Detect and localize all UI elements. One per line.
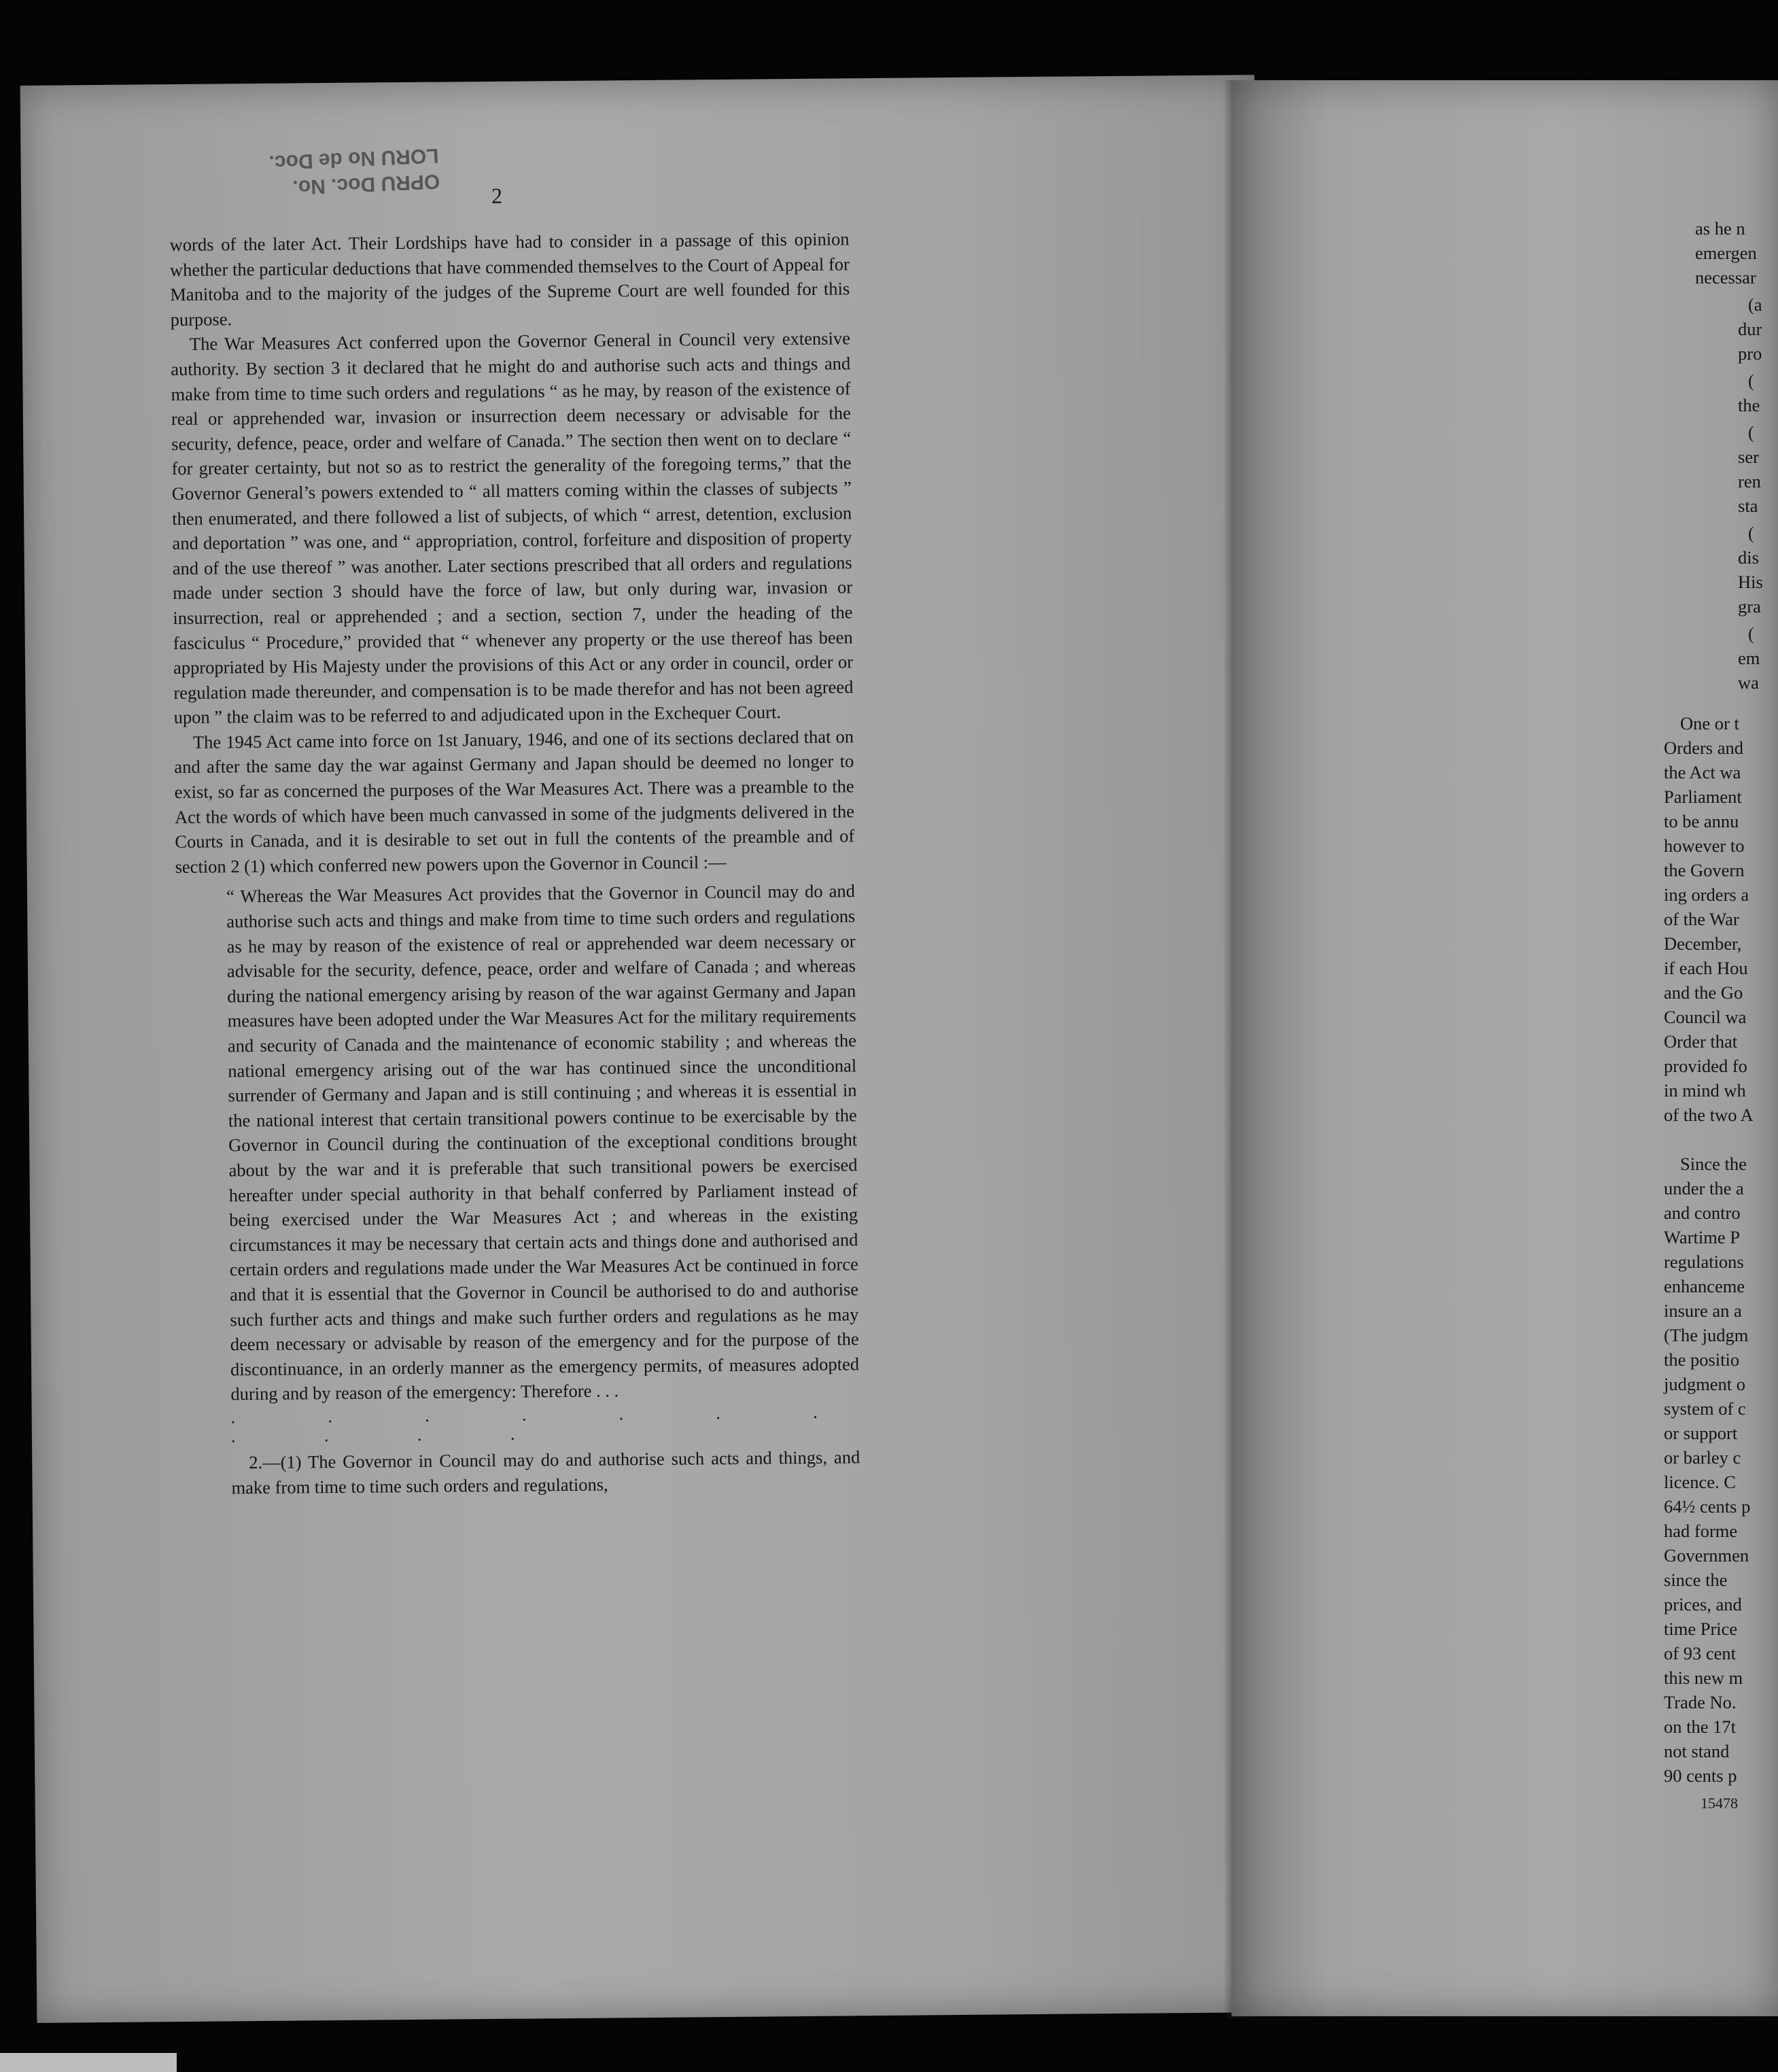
right-page-line: 90 cents p bbox=[1664, 1765, 1737, 1786]
right-page-line: His bbox=[1738, 572, 1763, 592]
right-page-line: Since the bbox=[1680, 1154, 1747, 1174]
right-page-line: dur bbox=[1738, 319, 1762, 339]
right-page-line: and contro bbox=[1664, 1203, 1741, 1223]
right-page-line: (The judgm bbox=[1664, 1325, 1749, 1345]
right-page-line: on the 17t bbox=[1664, 1716, 1736, 1737]
stamp-line-2: LORU No de Doc. bbox=[268, 143, 440, 174]
paragraph-1: words of the later Act. Their Lordships have had to consider in a passage of this opinion whether the particular deductions that have commended themselves to the Court of Appeal for Manitoba and to the majority of the judges of the Supreme Court are well founded for this purpose. bbox=[169, 228, 850, 330]
right-page-line: had forme bbox=[1664, 1521, 1738, 1541]
right-page-line: Wartime P bbox=[1664, 1227, 1740, 1247]
left-page-body bbox=[169, 226, 860, 1500]
stamp-line-1: OPRU Doc. No. bbox=[292, 169, 440, 199]
right-page-line: dis bbox=[1738, 547, 1759, 568]
right-page-line: or support bbox=[1664, 1423, 1738, 1443]
right-page-line: as he n bbox=[1695, 218, 1745, 239]
right-page-line: Governmen bbox=[1664, 1545, 1749, 1566]
right-page-line: ( bbox=[1748, 422, 1754, 443]
right-page-line: ing orders a bbox=[1664, 884, 1749, 905]
right-page-line: wa bbox=[1738, 672, 1759, 693]
right-page-line: gra bbox=[1738, 596, 1761, 617]
right-page-line: prices, and bbox=[1664, 1594, 1742, 1615]
right-page-body bbox=[1232, 80, 1778, 2016]
footer-code: 15478 bbox=[1701, 1795, 1738, 1812]
right-page-line: ren bbox=[1738, 471, 1761, 491]
right-page-line: Orders and bbox=[1664, 738, 1743, 758]
right-page-line: ( bbox=[1748, 370, 1754, 391]
paragraph-3: The 1945 Act came into force on 1st January, 1946, and one of its sections declared that on and after the same day the war against Germany and Japan should be deemed no longer to exist, so far as concerned the purposes of the War Measures Act. There was a preamble to the Act the words of which have been much canvassed in some of the judgments delivered in the Courts in Canada, and it is desirable to set out in full the contents of the preamble and of section 2 (1) which conferred new powers upon the Governor in Council :— bbox=[174, 726, 855, 877]
right-page-line: Council wa bbox=[1664, 1007, 1747, 1027]
right-page-line: 64½ cents p bbox=[1664, 1496, 1751, 1517]
section-2-1: 2.—(1) The Governor in Council may do and authorise such acts and things, and make from time to time such orders and regulations, bbox=[231, 1447, 860, 1498]
right-page-line: emergen bbox=[1695, 243, 1757, 263]
right-page-line: provided fo bbox=[1664, 1056, 1747, 1076]
right-page-line: December, bbox=[1664, 933, 1742, 954]
right-page-line: of the War bbox=[1664, 909, 1739, 929]
right-page-line: ( bbox=[1748, 623, 1754, 644]
scale-bar bbox=[0, 2053, 177, 2072]
right-page-line: One or t bbox=[1680, 713, 1739, 733]
right-page-line: Parliament bbox=[1664, 787, 1742, 807]
right-page bbox=[1232, 80, 1778, 2016]
right-page-line: the positio bbox=[1664, 1349, 1740, 1370]
right-page-line: of 93 cent bbox=[1664, 1643, 1736, 1663]
right-page-line: the bbox=[1738, 395, 1760, 415]
page-number: 2 bbox=[491, 183, 503, 208]
right-page-line: under the a bbox=[1664, 1178, 1744, 1198]
right-page-line: not stand bbox=[1664, 1741, 1730, 1761]
right-page-line: licence. C bbox=[1664, 1472, 1736, 1492]
right-page-line: sta bbox=[1738, 496, 1758, 516]
right-page-line: this new m bbox=[1664, 1668, 1743, 1688]
right-page-line: the Govern bbox=[1664, 860, 1745, 880]
right-page-line: insure an a bbox=[1664, 1300, 1742, 1321]
right-page-line: if each Hou bbox=[1664, 958, 1748, 978]
right-page-line: necessar bbox=[1695, 267, 1756, 288]
right-page-line: system of c bbox=[1664, 1398, 1746, 1419]
right-page-line: since the bbox=[1664, 1570, 1728, 1590]
ellipsis-dots: . . . . . . . . . . . bbox=[230, 1402, 860, 1447]
left-page bbox=[20, 75, 1272, 2023]
right-page-line: pro bbox=[1738, 343, 1762, 364]
preamble-text: “ Whereas the War Measures Act provides that the Governor in Council may do and authorise such acts and things and make from time to time such orders and regulations as he may by reason of the existence of real or apprehended war deem necessary or advisable for the security, defence, peace, order and welfare of Canada ; and whereas during the national emergency arising by reason of the war against Germany and Japan measures have been adopted under the War Measures Act for the military requirements and security of Canada and the maintenance of economic stability ; and whereas the national emergency arising out of the war has continued since the unconditional surrender of Germany and Japan and is still continuing ; and whereas it is essential in the national interest that certain transitional powers continue to be exercisable by the Governor in Council during the continuation of the exceptional conditions brought about by the war and it is preferable that such transitional powers be exercised hereafter under special authority in that behalf conferred by Parliament instead of being exercised under the War Measures Act ; and whereas in the existing circumstances it may be necessary that certain acts and things done and authorised and certain orders and regulations made under the War Measures Act be continued in force and that it is essential that the Governor in Council be authorised to do and authorise such further acts and things and make such further orders and regulations as he may deem necessary or advisable by reason of the emergency and for the purpose of the discontinuance, in an orderly manner as the emergency permits, of measures adopted during and by reason of the emergency: Therefore . . . bbox=[226, 880, 860, 1404]
right-page-line: judgment o bbox=[1664, 1374, 1745, 1394]
right-page-line: or barley c bbox=[1664, 1447, 1741, 1468]
right-page-line: the Act wa bbox=[1664, 762, 1741, 782]
right-page-line: and the Go bbox=[1664, 982, 1743, 1003]
right-page-line: regulations bbox=[1664, 1251, 1744, 1272]
right-page-line: enhanceme bbox=[1664, 1276, 1745, 1296]
right-page-line: ( bbox=[1748, 523, 1754, 543]
right-page-line: ser bbox=[1738, 447, 1759, 467]
preamble-quote bbox=[226, 879, 860, 1407]
right-page-line: of the two A bbox=[1664, 1105, 1754, 1125]
right-page-line: Order that bbox=[1664, 1031, 1738, 1052]
right-page-line: to be annu bbox=[1664, 811, 1739, 831]
right-page-line: (a bbox=[1748, 294, 1762, 315]
right-page-line: time Price bbox=[1664, 1619, 1738, 1639]
right-page-line: Trade No. bbox=[1664, 1692, 1737, 1712]
right-page-line: em bbox=[1738, 648, 1760, 668]
right-page-line: in mind wh bbox=[1664, 1080, 1746, 1101]
paragraph-2: The War Measures Act conferred upon the Governor General in Council very extensive authority. By section 3 it declared that he might do and authorise such acts and things and make from time to time such orders and regulations “ as he may, by reason of the existence of real or apprehended war, invasion or insurrection deem necessary or advisable for the security, defence, peace, order and welfare of Canada.” The section then went on to declare “ for greater certainty, but not so as to restrict the generality of the foregoing terms,” that the Governor General’s powers extended to “ all matters coming within the classes of subjects ” then enumerated, and there followed a list of subjects, of which “ arrest, detention, exclusion and deportation ” was one, and “ appropriation, control, forfeiture and disposition of property and of the use thereof ” was another. Later sections prescribed that all orders and regulations made under section 3 should have the force of law, but only during war, invasion or insurrection, real or apprehended ; and a section, section 7, under the heading of the fasciculus “ Procedure,” provided that “ whenever any property or the use thereof has been appropriated by His Majesty under the provisions of this Act or any order in council, order or regulation made thereunder, and compensation is to be made therefor and has not been agreed upon ” the claim was to be referred to and adjudicated upon in the Exchequer Court. bbox=[171, 328, 854, 728]
right-page-line: however to bbox=[1664, 835, 1745, 856]
document-stamp bbox=[213, 116, 440, 203]
